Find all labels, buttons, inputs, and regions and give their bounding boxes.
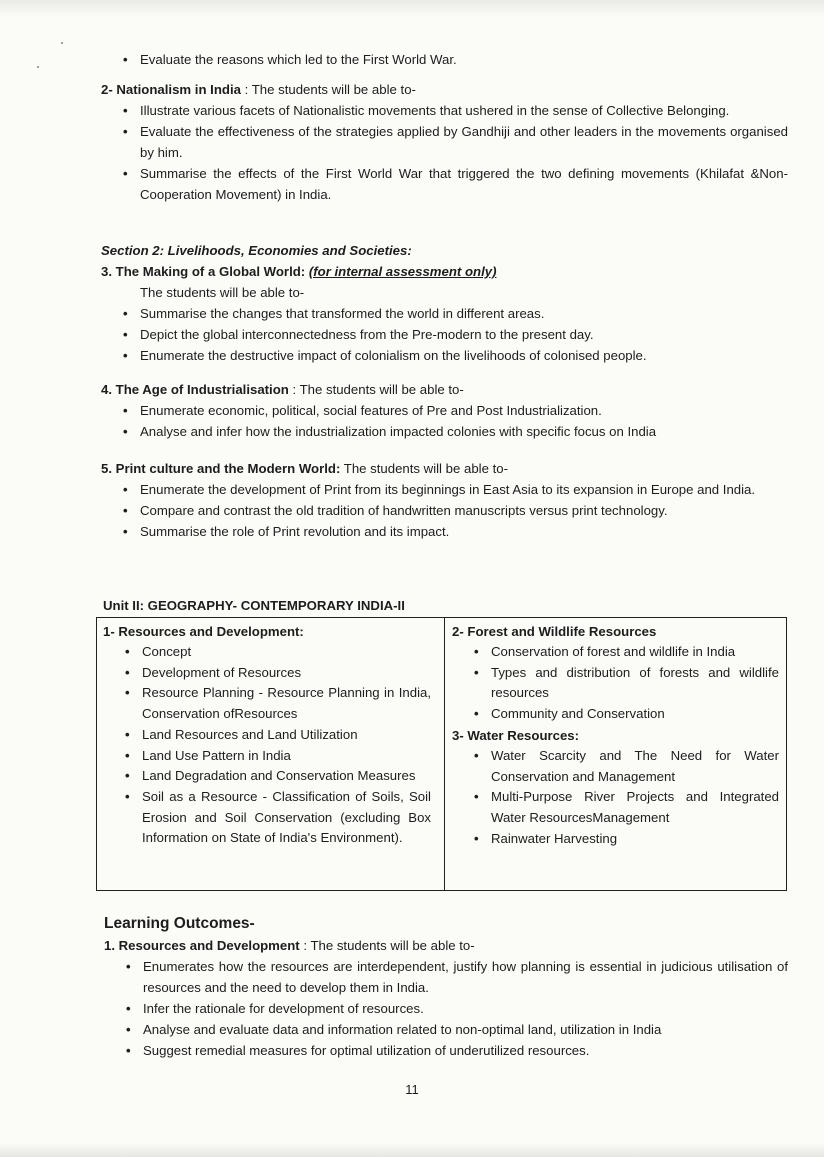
list-item: • Rainwater Harvesting <box>469 829 779 850</box>
list-item: • Summarise the role of Print revolution and its impact. <box>118 521 788 542</box>
internal-assessment-note: (for internal assessment only) <box>308 264 497 279</box>
list-item: • Land Use Pattern in India <box>120 746 431 767</box>
geography-unit-title: Unit II: GEOGRAPHY- CONTEMPORARY INDIA-II <box>103 598 405 613</box>
water-resources-title: 3- Water Resources: <box>452 727 580 743</box>
list-item: • Summarise the effects of the First World War that triggered the two defining movements (Khilafat &Non- Cooperation Movement) in India. <box>118 163 788 205</box>
industrialisation-heading: 4. The Age of Industrialisation <box>101 382 289 397</box>
list-item: • Community and Conservation <box>469 704 779 725</box>
list-item: • Conservation of forest and wildlife in India <box>469 642 779 663</box>
nationalism-section <box>101 79 788 205</box>
lo-resources-heading: 1. Resources and Development <box>104 938 300 953</box>
list-item: • Development of Resources <box>120 663 431 684</box>
list-item: • Analyse and infer how the industrialization impacted colonies with specific focus on India <box>118 421 788 442</box>
list-item: • Land Degradation and Conservation Measures <box>120 766 431 787</box>
list-item: • Depict the global interconnectedness from the Pre-modern to the present day. <box>118 324 788 345</box>
table-divider <box>444 618 445 890</box>
learning-outcomes-title: Learning Outcomes- <box>104 915 255 932</box>
list-item: • Enumerate economic, political, social features of Pre and Post Industrialization. <box>118 400 788 421</box>
scan-edge-top <box>0 0 824 18</box>
list-item: • Enumerate the destructive impact of colonialism on the livelihoods of colonised people. <box>118 345 788 366</box>
page-number: 11 <box>405 1082 419 1097</box>
nationalism-heading: 2- Nationalism in India <box>101 82 241 97</box>
list-item: • Summarise the changes that transformed the world in different areas. <box>118 303 788 324</box>
list-item: • Infer the rationale for development of resources. <box>121 998 788 1019</box>
print-culture-section <box>101 458 788 542</box>
list-item: • Illustrate various facets of Nationalistic movements that ushered in the sense of Collective Belonging. <box>118 100 788 121</box>
list-item: • Compare and contrast the old tradition of handwritten manuscripts versus print technology. <box>118 500 788 521</box>
list-item: • Concept <box>120 642 431 663</box>
print-culture-heading: 5. Print culture and the Modern World: <box>101 461 341 476</box>
scan-edge-bottom <box>0 1143 824 1157</box>
industrialisation-section <box>101 379 788 442</box>
table-left-column <box>103 621 431 849</box>
scan-speck <box>61 42 63 44</box>
list-item: • Enumerates how the resources are interdependent, justify how planning is essential in judicious utilisation of resources and the need to develop them in India. <box>121 956 788 998</box>
list-item: • Multi-Purpose River Projects and Integrated Water ResourcesManagement <box>469 787 779 828</box>
global-world-intro: The students will be able to- <box>140 285 305 300</box>
section-2 <box>101 240 788 366</box>
list-item: • Water Scarcity and The Need for Water Conservation and Management <box>469 746 779 787</box>
geography-syllabus-table <box>96 617 787 891</box>
list-item: • Evaluate the reasons which led to the First World War. <box>118 49 788 70</box>
list-item: • Suggest remedial measures for optimal utilization of underutilized resources. <box>121 1040 788 1061</box>
print-culture-intro: The students will be able to- <box>340 461 508 476</box>
scan-speck <box>37 66 39 68</box>
section-2-title: Section 2: Livelihoods, Economies and Societies: <box>101 243 412 258</box>
resources-development-title: 1- Resources and Development: <box>103 624 304 639</box>
list-item: • Resource Planning - Resource Planning in India, Conservation ofResources <box>120 683 431 724</box>
list-item: • Land Resources and Land Utilization <box>120 725 431 746</box>
learning-outcomes-section <box>104 913 788 1061</box>
forest-wildlife-title: 2- Forest and Wildlife Resources <box>452 624 657 639</box>
list-item: • Soil as a Resource - Classification of Soils, Soil Erosion and Soil Conservation (excluding Box Information on State of India's Environment). <box>120 787 431 849</box>
global-world-heading: 3. The Making of a Global World: <box>101 264 306 279</box>
nationalism-intro: : The students will be able to- <box>240 82 416 97</box>
list-item: • Analyse and evaluate data and information related to non-optimal land, utilization in India <box>121 1019 788 1040</box>
list-item: • Enumerate the development of Print from its beginnings in East Asia to its expansion in Europe and India. <box>118 479 788 500</box>
first-world-war-bullet-block <box>118 49 788 70</box>
table-right-column <box>452 621 779 849</box>
industrialisation-intro: : The students will be able to- <box>288 382 464 397</box>
list-item: • Evaluate the effectiveness of the strategies applied by Gandhiji and other leaders in the movements organised by him. <box>118 121 788 163</box>
list-item: • Types and distribution of forests and wildlife resources <box>469 663 779 704</box>
lo-resources-intro: : The students will be able to- <box>299 938 475 953</box>
